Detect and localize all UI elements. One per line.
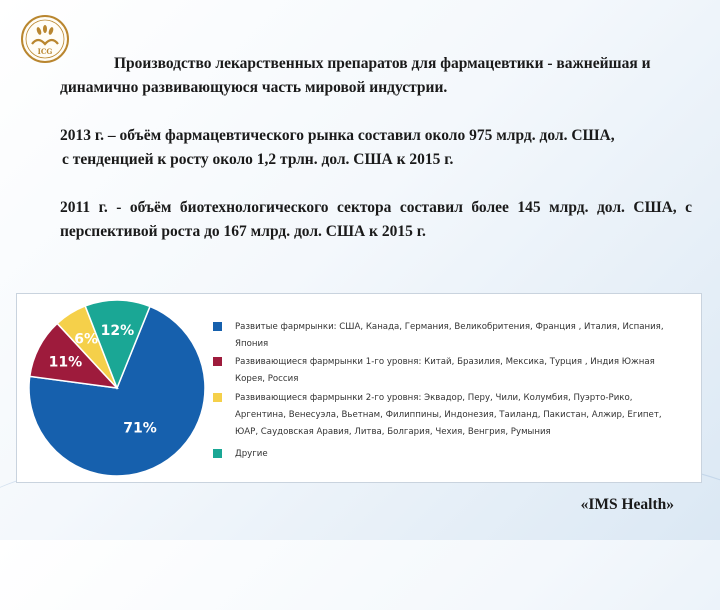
pie-label-other: 12% [100,322,135,339]
pie-label-emerging-tier2: 6% [74,331,99,348]
market-2013-trend-paragraph: с тенденцией к росту около 1,2 трлн. дол. США к 2015 г. [62,151,454,168]
pie-label-developed: 71% [123,420,157,437]
legend-swatch-emerging-tier2 [213,393,222,402]
text-block [60,52,692,244]
legend-swatch-developed [213,322,222,331]
pie-svg [27,298,207,478]
source-caption: «IMS Health» [580,496,674,513]
biotech-2011-paragraph: 2011 г. - объём биотехнологического сектора составил более 145 млрд. дол. США, с перспективой роста до 167 млрд. дол. США к 2015 г. [60,199,692,240]
market-2013-paragraph: 2013 г. – объём фармацевтического рынка составил около 975 млрд. дол. США, [60,127,615,144]
legend-label-emerging-tier2: Развивающиеся фармрынки 2-го уровня: Эквадор, Перу, Чили, Колумбия, Пуэрто-Рико, Аргентина, Венесуэла, Вьетнам, Филиппины, Индонезия, Таиланд, Пакистан, Алжир, Египет, ЮАР, Саудовская Аравия, Литва, Болгария, Чехия, Венгрия, Румыния [235,393,662,437]
legend-label-developed: Развитые фармрынки: США, Канада, Германия, Великобритения, Франция , Италия, Испания, Япония [235,322,664,349]
legend-swatch-emerging-tier1 [213,357,222,366]
pie-chart [16,293,702,483]
headline-paragraph: Производство лекарственных препаратов для фармацевтики - важнейшая и динамично развивающуюся часть мировой индустрии. [60,55,651,96]
logo-text: ICG [37,47,53,56]
legend-label-emerging-tier1: Развивающиеся фармрынки 1-го уровня: Китай, Бразилия, Мексика, Турция , Индия Южная Корея, Россия [235,357,655,384]
pie-label-emerging-tier1: 11% [48,354,83,371]
legend-label-other: Другие [235,449,268,459]
legend-swatch-other [213,449,222,458]
